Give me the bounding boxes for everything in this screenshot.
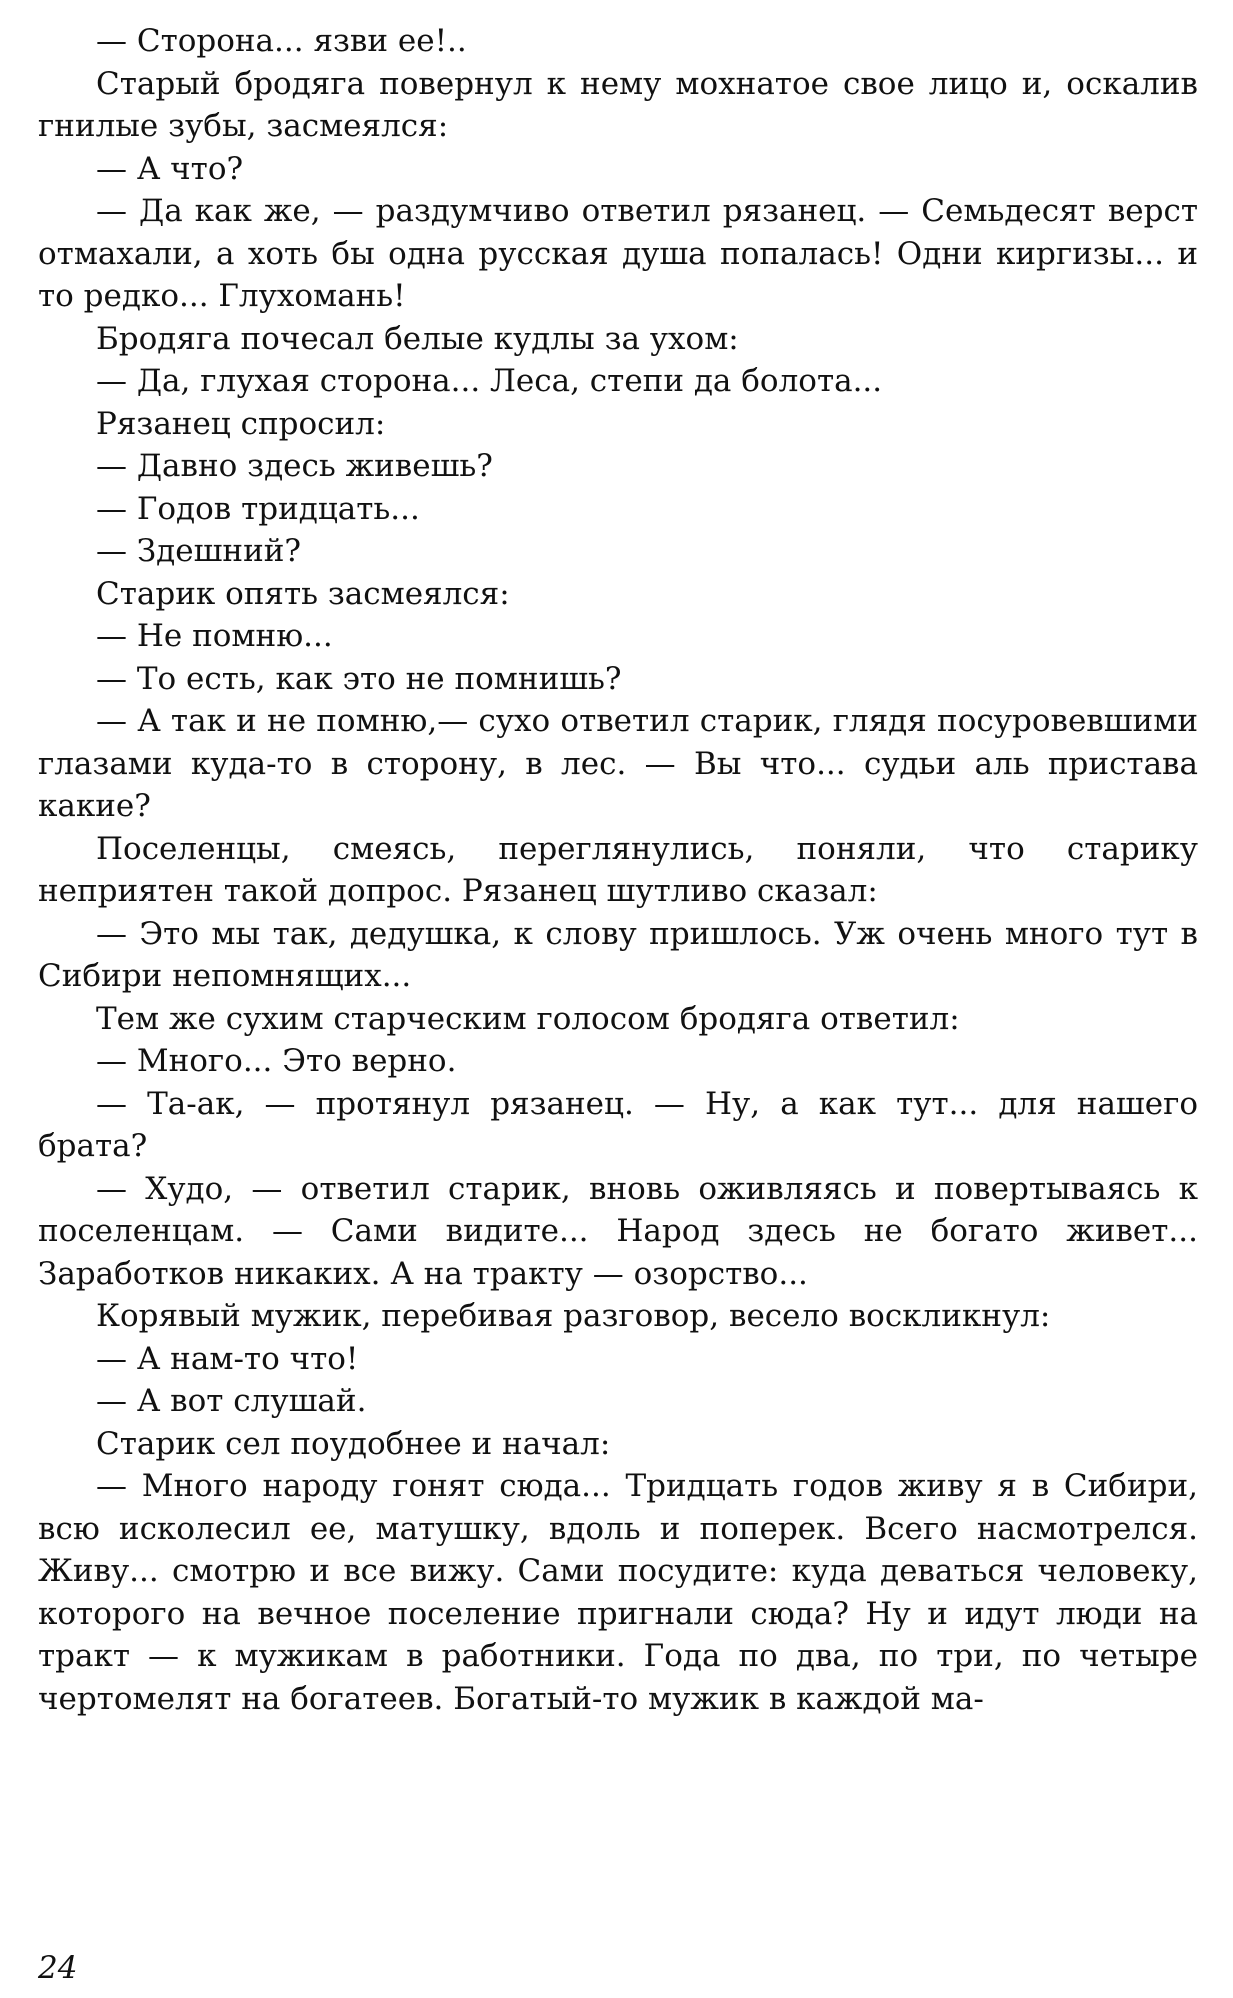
paragraph: Тем же сухим старческим голосом бродяга ответил:	[96, 1000, 960, 1037]
paragraph: Старый бродяга повернул к нему мохнатое свое лицо и, оскалив гнилые зубы, засмеялся:	[38, 65, 1198, 144]
paragraph: — Да как же, — раздумчиво ответил рязанец. — Семьдесят верст отмахали, а хоть бы одна русская душа попалась! Одни киргизы... и то редко... Глухомань!	[38, 193, 1198, 314]
paragraph: Поселенцы, смеясь, переглянулись, поняли, что старику неприятен такой допрос. Рязанец шутливо сказал:	[38, 830, 1198, 909]
paragraph: — Не помню...	[96, 618, 333, 654]
paragraph: — А так и не помню,— сухо ответил старик, глядя посуровевшими глазами куда-то в сторону, в лес. — Вы что... судьи аль пристава какие?	[38, 703, 1198, 824]
paragraph: Старик сел поудобнее и начал:	[96, 1425, 611, 1462]
paragraph: Рязанец спросил:	[96, 405, 386, 442]
paragraph: — Годов тридцать...	[96, 490, 420, 527]
page-number: 24	[38, 1950, 78, 1986]
paragraph: — Давно здесь живешь?	[96, 448, 493, 484]
paragraph: Корявый мужик, перебивая разговор, весело воскликнул:	[96, 1298, 1051, 1334]
paragraph: — Много... Это верно.	[96, 1043, 457, 1079]
paragraph: — Сторона... язви ее!..	[96, 23, 467, 59]
paragraph: — Это мы так, дедушка, к слову пришлось. Уж очень много тут в Сибири непомнящих...	[38, 915, 1198, 994]
paragraph: — А нам-то что!	[96, 1340, 359, 1377]
paragraph: — Здешний?	[96, 533, 302, 569]
paragraph: — А вот слушай.	[96, 1383, 367, 1419]
page-text	[38, 20, 1198, 1720]
paragraph: — А что?	[96, 150, 244, 187]
paragraph: Старик опять засмеялся:	[96, 575, 510, 612]
paragraph: — Та-ак, — протянул рязанец. — Ну, а как тут... для нашего брата?	[38, 1085, 1198, 1164]
paragraph: Бродяга почесал белые кудлы за ухом:	[96, 320, 739, 357]
paragraph: — Много народу гонят сюда... Тридцать годов живу я в Сибири, всю исколесил ее, матушку, вдоль и поперек. Всего насмотрелся. Живу... смотрю и все вижу. Сами посудите: куда деваться человеку, которого на вечное поселение пригнали сюда? Ну и идут люди на тракт — к мужикам в работники. Года по два, по три, по четыре чертомелят на богатеев. Богатый-то мужик в каждой ма-	[38, 1468, 1198, 1717]
paragraph: — Да, глухая сторона... Леса, степи да болота...	[96, 363, 883, 399]
paragraph: — Худо, — ответил старик, вновь оживляясь и повертываясь к поселенцам. — Сами видите... Народ здесь не богато живет... Заработков никаких. А на тракту — озорство...	[38, 1170, 1198, 1292]
paragraph: — То есть, как это не помнишь?	[96, 660, 622, 697]
